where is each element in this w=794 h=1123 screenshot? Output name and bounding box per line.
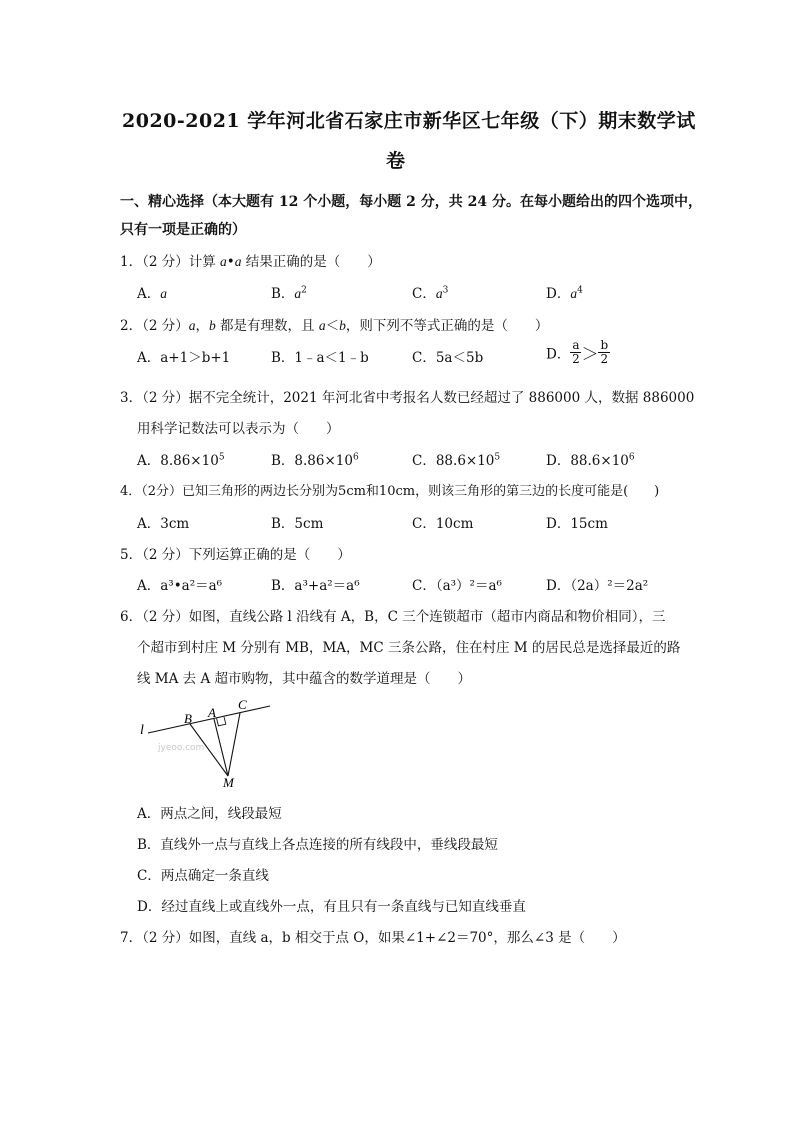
q3-option-d[interactable]: D．$88.6\times 10^6$ [546,452,635,469]
question-7-stem: 7．（2 分）如图，直线 a，b 相交于点 O，如果∠1+∠2＝70°，那么∠3 是（ ） [120,930,626,946]
q3-option-b[interactable]: B．$8.86\times 10^6$ [271,452,359,469]
q5-option-a[interactable]: A．a³•a²＝a⁶ [137,578,223,594]
label-b: B [184,711,192,726]
q4-option-d[interactable]: D．15cm [546,516,608,532]
q4-option-a[interactable]: A．3cm [137,516,190,532]
q2-option-b[interactable]: B．1﹣a＜1﹣b [271,350,369,366]
question-2-stem: 2．（2 分）a，b 都是有理数，且 a＜b，则下列不等式正确的是（ ） [120,318,549,334]
label-m: M [223,775,234,788]
q5-option-c[interactable]: C．（a³）²＝a⁶ [412,578,502,594]
question-6-stem: 6．（2 分）如图，直线公路 l 沿线有 A，B，C 三个连锁超市（超市内商品和物价相同），三 [120,609,666,625]
q1-option-b[interactable]: B．$a^2$ [271,285,307,302]
figure-watermark: jyeoo.com [158,743,205,753]
question-5-stem: 5．（2 分）下列运算正确的是（ ） [120,547,351,563]
q2-option-d[interactable]: D． $\frac{a}{2}$ ＞ $\frac{b}{2}$ [546,338,609,366]
fraction-b-over-2: $\frac{b}{2}$ [600,338,609,366]
q5-option-d[interactable]: D．（2a）²＝2a² [546,578,649,594]
label-a: A [208,705,216,720]
fraction-a-over-2: $\frac{a}{2}$ [572,338,580,366]
q3-option-c[interactable]: C．$88.6\times 10^5$ [412,452,501,469]
segment-ma [214,719,228,776]
q3-option-a[interactable]: A．$8.86\times 10^5$ [137,452,225,469]
label-l: l [140,723,144,738]
question-3-stem: 3．（2 分）据不完全统计，2021 年河北省中考报名人数已经超过了 886000 人，数据 886000 [120,390,695,406]
label-c: C [238,697,247,712]
section-header-cont: 只有一项是正确的） [120,222,246,238]
page-title-cont: 卷 [386,150,406,172]
segment-mc [228,713,240,776]
page-title: 2020-2021 学年河北省石家庄市新华区七年级（下）期末数学试 [122,110,696,132]
q2-option-a[interactable]: A．a+1＞b+1 [137,350,231,366]
q1-option-a[interactable]: A．a [137,286,167,302]
q6-option-c[interactable]: C．两点确定一条直线 [137,868,269,884]
q6-option-b[interactable]: B．直线外一点与直线上各点连接的所有线段中，垂线段最短 [137,837,498,853]
q6-option-a[interactable]: A．两点之间，线段最短 [137,806,282,822]
q4-option-b[interactable]: B．5cm [271,516,324,532]
question-1-stem: 1．（2 分）计算 a•a 结果正确的是（ ） [120,254,381,270]
question-4-stem: 4．（2分）已知三角形的两边长分别为5cm和10cm，则该三角形的第三边的长度可能是( ) [120,484,660,499]
question-6-stem-cont2: 线 MA 去 A 超市购物，其中蕴含的数学道理是（ ） [137,671,471,687]
q1-option-d[interactable]: D．$a^4$ [546,285,583,302]
section-header: 一、精心选择（本大题有 12 个小题，每小题 2 分，共 24 分。在每小题给出的四个选项中， [120,194,702,210]
q4-option-c[interactable]: C．10cm [412,516,474,532]
q2-option-c[interactable]: C．5a＜5b [412,350,484,366]
right-angle-mark [217,717,226,726]
question-6-stem-cont: 个超市到村庄 M 分别有 MB，MA，MC 三条公路，住在村庄 M 的居民总是选择最近的路 [137,640,681,656]
q5-option-b[interactable]: B．a³+a²＝a⁶ [271,578,360,594]
q6-figure [130,692,280,788]
q1-option-c[interactable]: C．$a^3$ [412,285,449,302]
q6-option-d[interactable]: D．经过直线上或直线外一点，有且只有一条直线与已知直线垂直 [137,899,526,915]
question-3-stem-cont: 用科学记数法可以表示为（ ） [137,421,340,437]
